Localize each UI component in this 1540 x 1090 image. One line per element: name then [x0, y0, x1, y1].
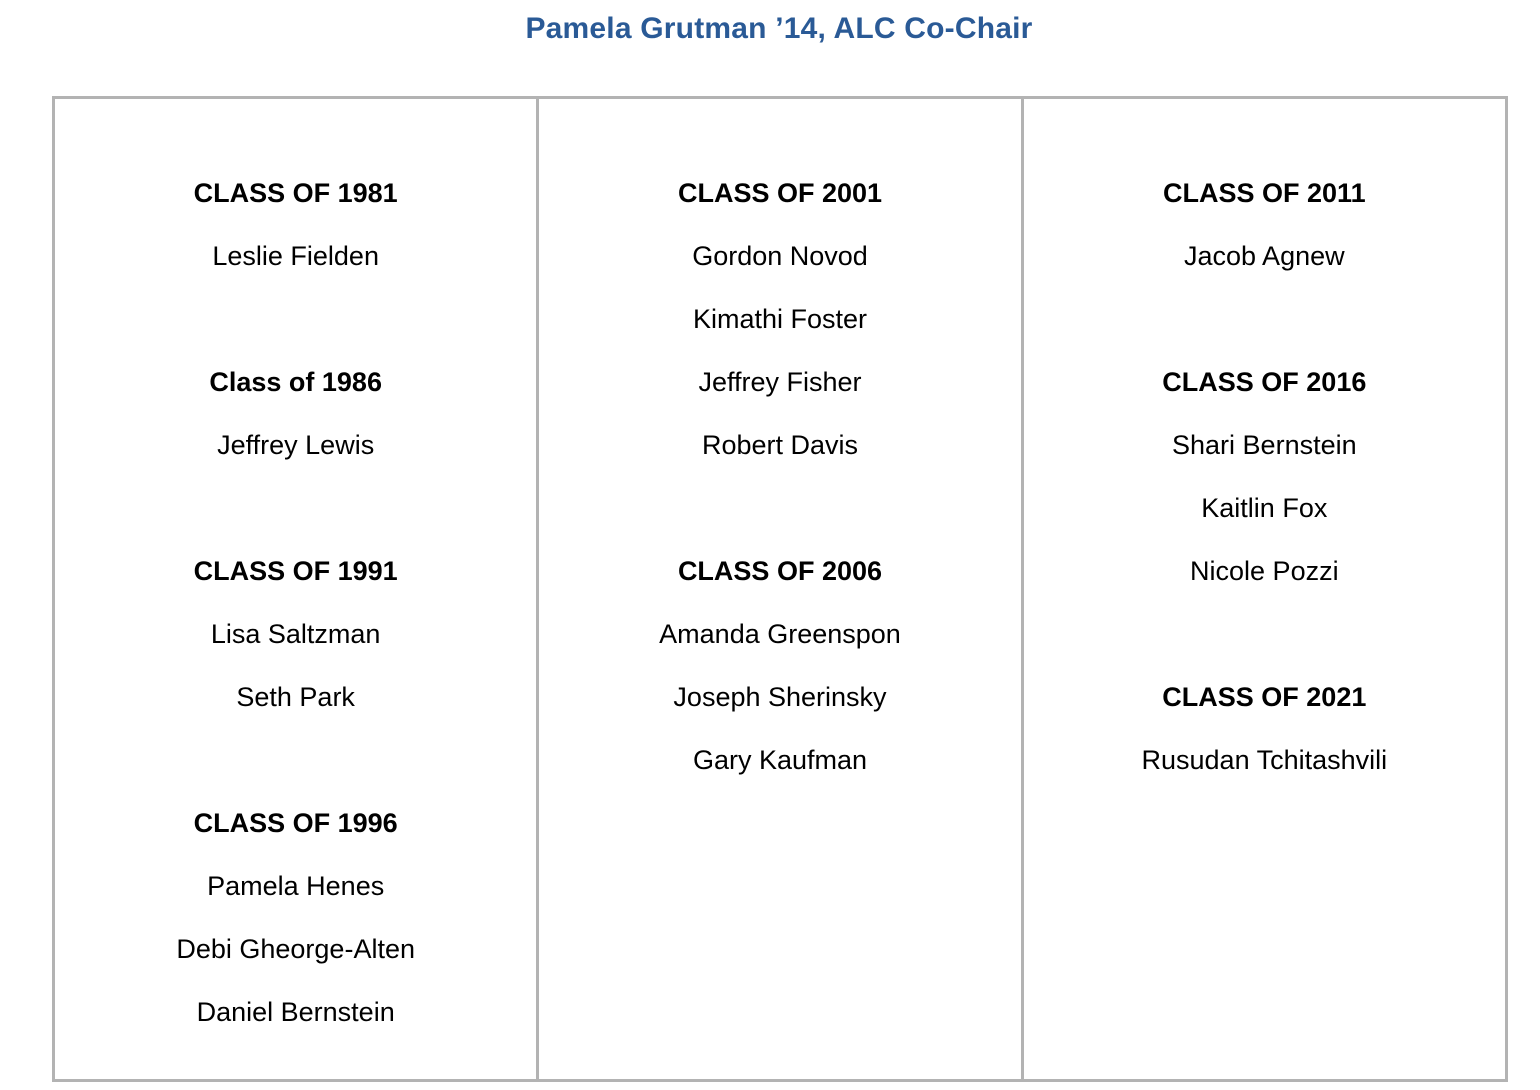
class-heading: CLASS OF 2021 — [1162, 682, 1367, 712]
member-name: Gary Kaufman — [692, 745, 868, 775]
member-name: Jacob Agnew — [1184, 241, 1345, 271]
class-group-2016 — [1162, 351, 1366, 603]
page-title: Pamela Grutman ’14, ALC Co-Chair — [525, 12, 1033, 45]
member-name: Robert Davis — [701, 430, 859, 460]
class-heading: CLASS OF 2011 — [1163, 178, 1366, 208]
member-name: Leslie Fielden — [212, 241, 379, 271]
class-group-2001 — [678, 162, 882, 477]
member-name: Debi Gheorge-Alten — [176, 934, 415, 964]
class-heading: CLASS OF 1981 — [193, 178, 398, 208]
class-group-2021 — [1142, 666, 1388, 792]
class-group-1996 — [176, 792, 415, 1044]
member-name: Nicole Pozzi — [1190, 556, 1339, 586]
class-group-2011 — [1163, 162, 1366, 288]
class-heading: CLASS OF 2001 — [677, 178, 883, 208]
class-group-1986 — [209, 351, 382, 477]
member-name: Jeffrey Lewis — [217, 430, 375, 460]
class-heading: CLASS OF 2016 — [1162, 367, 1367, 397]
member-name: Jeffrey Fisher — [698, 367, 862, 397]
class-heading: CLASS OF 2006 — [677, 556, 883, 586]
member-name: Daniel Bernstein — [196, 997, 395, 1027]
member-name: Kimathi Foster — [692, 304, 868, 334]
member-name: Rusudan Tchitashvili — [1141, 745, 1388, 775]
member-name: Shari Bernstein — [1172, 430, 1357, 460]
member-name: Seth Park — [236, 682, 355, 712]
member-name: Amanda Greenspon — [659, 619, 901, 649]
class-heading: CLASS OF 1991 — [193, 556, 398, 586]
roster-table — [52, 96, 1508, 1082]
member-name: Joseph Sherinsky — [673, 682, 887, 712]
roster-column-3 — [1024, 99, 1505, 1079]
member-name: Lisa Saltzman — [210, 619, 381, 649]
member-name: Kaitlin Fox — [1201, 493, 1328, 523]
class-heading: CLASS OF 1996 — [193, 808, 398, 838]
roster-column-2 — [539, 99, 1023, 1079]
class-heading: Class of 1986 — [209, 367, 382, 397]
class-group-1991 — [194, 540, 398, 729]
member-name: Pamela Henes — [207, 871, 385, 901]
member-name: Gordon Novod — [692, 241, 868, 271]
class-group-2006 — [659, 540, 901, 792]
roster-column-1 — [55, 99, 539, 1079]
class-group-1981 — [194, 162, 398, 288]
